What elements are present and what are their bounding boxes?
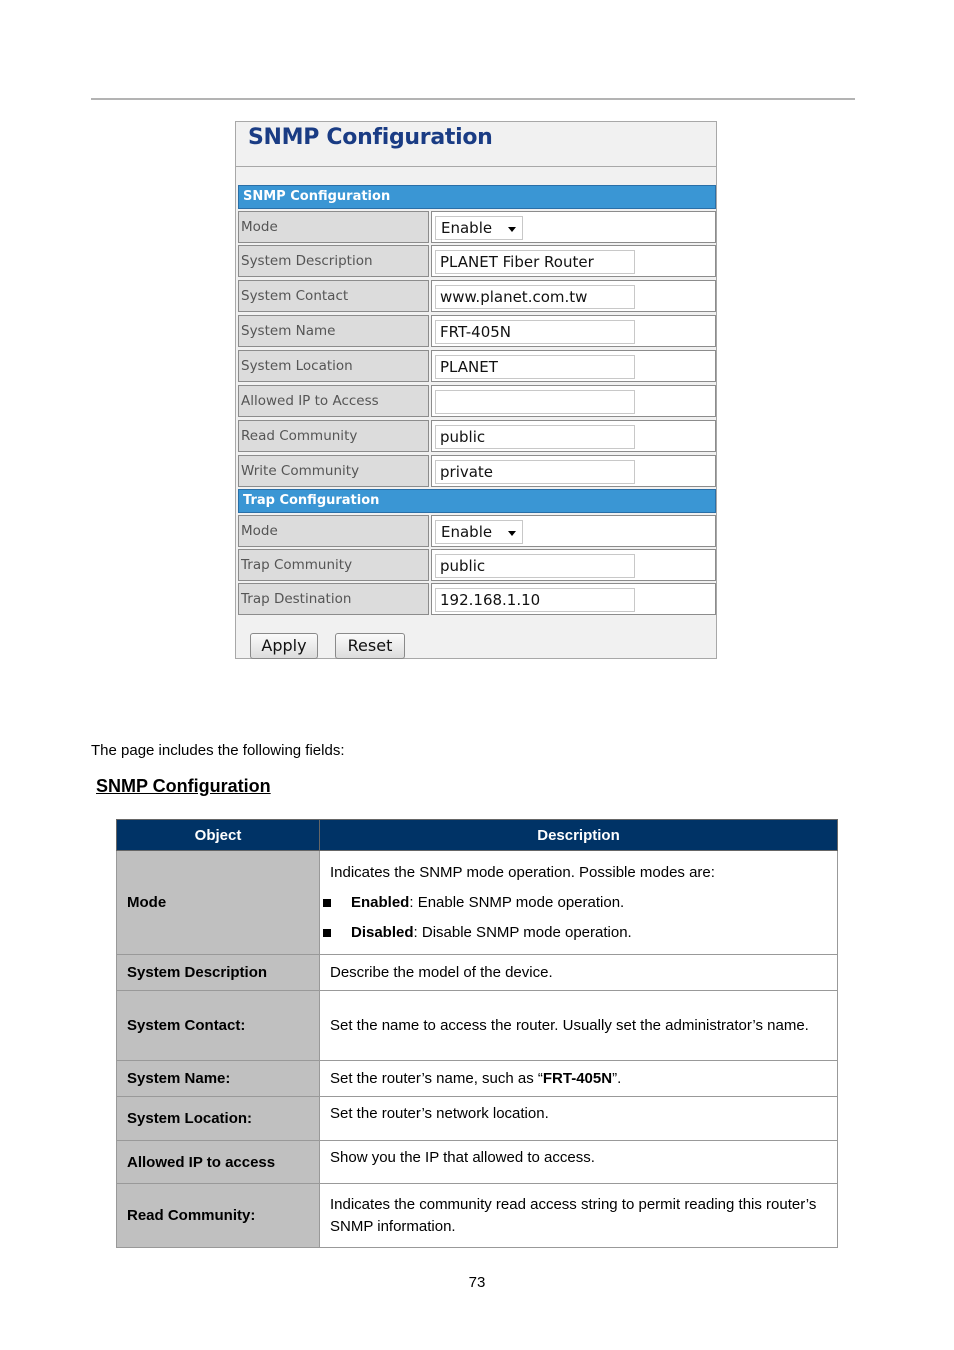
apply-button[interactable]: Apply xyxy=(250,633,318,659)
trap-community-input[interactable]: public xyxy=(435,554,635,578)
dropdown-arrow-icon xyxy=(508,531,516,536)
system-contact-input[interactable]: www.planet.com.tw xyxy=(435,285,635,309)
snmp-section-header: SNMP Configuration xyxy=(238,185,716,209)
table-row xyxy=(117,955,838,991)
object-cell: Allowed IP to access xyxy=(117,1141,320,1184)
object-cell: System Contact: xyxy=(117,991,320,1061)
table-header-row xyxy=(117,820,838,851)
write-community-input[interactable]: private xyxy=(435,460,635,484)
field-label: Allowed IP to Access xyxy=(238,385,429,417)
table-row xyxy=(117,1184,838,1248)
description-cell: Set the router’s network location. xyxy=(320,1097,838,1141)
panel-title: SNMP Configuration xyxy=(248,125,493,150)
section-heading: SNMP Configuration xyxy=(96,776,271,796)
table-row xyxy=(117,991,838,1061)
table-row xyxy=(117,1141,838,1184)
field-row-allowed-ip xyxy=(238,385,716,417)
field-label: Mode xyxy=(238,515,429,547)
top-divider xyxy=(91,98,855,100)
object-cell: System Description xyxy=(117,955,320,991)
field-label: System Contact xyxy=(238,280,429,312)
description-cell: Indicates the community read access string to permit reading this router’s SNMP information. xyxy=(320,1184,838,1248)
description-cell: Show you the IP that allowed to access. xyxy=(320,1141,838,1184)
description-cell: Set the name to access the router. Usually set the administrator’s name. xyxy=(320,991,838,1061)
description-cell: Set the router’s name, such as “FRT-405N”. xyxy=(320,1061,838,1097)
object-cell: Read Community: xyxy=(117,1184,320,1248)
field-label: Write Community xyxy=(238,455,429,487)
system-description-input[interactable]: PLANET Fiber Router xyxy=(435,250,635,274)
field-label: Trap Destination xyxy=(238,583,429,615)
field-row-trap-community xyxy=(238,549,716,581)
system-location-input[interactable]: PLANET xyxy=(435,355,635,379)
field-row-system-contact xyxy=(238,280,716,312)
field-label: Mode xyxy=(238,211,429,243)
description-cell: Describe the model of the device. xyxy=(320,955,838,991)
square-bullet-icon xyxy=(323,929,331,937)
object-cell: Mode xyxy=(117,851,320,955)
description-cell: Indicates the SNMP mode operation. Possible modes are: Enabled: Enable SNMP mode operation. Disabled: Disable SNMP mode operation. xyxy=(320,851,838,955)
table-row xyxy=(117,851,838,955)
field-label: System Location xyxy=(238,350,429,382)
field-row-system-name xyxy=(238,315,716,347)
trap-destination-input[interactable]: 192.168.1.10 xyxy=(435,588,635,612)
table-row xyxy=(117,1097,838,1141)
snmp-mode-select[interactable]: Enable xyxy=(435,216,523,240)
trap-section-header: Trap Configuration xyxy=(238,489,716,513)
intro-text: The page includes the following fields: xyxy=(91,742,345,759)
square-bullet-icon xyxy=(323,899,331,907)
field-label: Read Community xyxy=(238,420,429,452)
field-row-write-community xyxy=(238,455,716,487)
field-row-system-description xyxy=(238,245,716,277)
read-community-input[interactable]: public xyxy=(435,425,635,449)
bullet-item: Disabled: Disable SNMP mode operation. xyxy=(330,922,827,944)
field-label: System Description xyxy=(238,245,429,277)
reset-button[interactable]: Reset xyxy=(335,633,405,659)
system-name-input[interactable]: FRT-405N xyxy=(435,320,635,344)
field-row-trap-destination xyxy=(238,583,716,615)
page-number: 73 xyxy=(468,1274,486,1291)
panel-title-divider xyxy=(236,166,716,167)
column-header-description: Description xyxy=(320,820,838,851)
field-row-trap-mode xyxy=(238,515,716,547)
dropdown-arrow-icon xyxy=(508,227,516,232)
allowed-ip-input[interactable] xyxy=(435,390,635,414)
fields-description-table xyxy=(116,819,838,1248)
object-cell: System Name: xyxy=(117,1061,320,1097)
table-row xyxy=(117,1061,838,1097)
field-row-read-community xyxy=(238,420,716,452)
column-header-object: Object xyxy=(117,820,320,851)
field-label: System Name xyxy=(238,315,429,347)
field-label: Trap Community xyxy=(238,549,429,581)
field-row-mode xyxy=(238,211,716,243)
field-row-system-location xyxy=(238,350,716,382)
object-cell: System Location: xyxy=(117,1097,320,1141)
snmp-config-panel xyxy=(235,121,717,659)
bullet-item: Enabled: Enable SNMP mode operation. xyxy=(330,892,827,914)
trap-mode-select[interactable]: Enable xyxy=(435,520,523,544)
